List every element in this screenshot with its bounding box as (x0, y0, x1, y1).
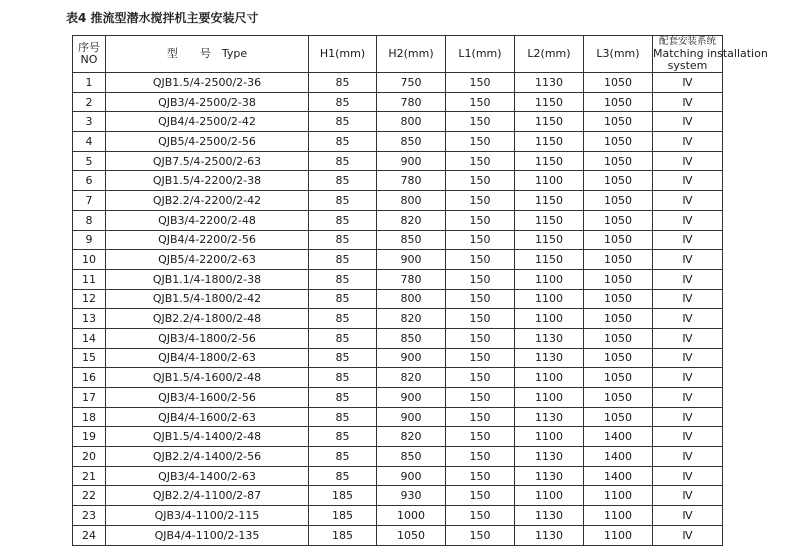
cell-h2: 750 (377, 73, 446, 93)
cell-system: Ⅳ (653, 427, 723, 447)
cell-l3: 1400 (584, 466, 653, 486)
cell-l2: 1130 (515, 525, 584, 545)
cell-system: Ⅳ (653, 407, 723, 427)
cell-system: Ⅳ (653, 132, 723, 152)
cell-h2: 820 (377, 368, 446, 388)
cell-no: 1 (73, 73, 106, 93)
cell-l2: 1130 (515, 506, 584, 526)
header-l1: L1(mm) (446, 36, 515, 73)
cell-no: 17 (73, 388, 106, 408)
cell-l2: 1150 (515, 191, 584, 211)
cell-system: Ⅳ (653, 309, 723, 329)
cell-l1: 150 (446, 191, 515, 211)
cell-l1: 150 (446, 230, 515, 250)
cell-no: 20 (73, 447, 106, 467)
cell-h2: 930 (377, 486, 446, 506)
cell-l2: 1130 (515, 348, 584, 368)
cell-l3: 1050 (584, 250, 653, 270)
cell-l1: 150 (446, 328, 515, 348)
cell-no: 9 (73, 230, 106, 250)
cell-l1: 150 (446, 388, 515, 408)
cell-l3: 1050 (584, 92, 653, 112)
cell-l1: 150 (446, 73, 515, 93)
table-row (73, 506, 723, 526)
cell-h2: 820 (377, 210, 446, 230)
table-row (73, 427, 723, 447)
cell-h1: 85 (309, 348, 377, 368)
cell-l3: 1050 (584, 407, 653, 427)
cell-h1: 185 (309, 486, 377, 506)
cell-l2: 1100 (515, 427, 584, 447)
table-row (73, 309, 723, 329)
cell-l2: 1100 (515, 269, 584, 289)
cell-type: QJB2.2/4-1100/2-87 (106, 486, 309, 506)
table-row (73, 191, 723, 211)
cell-l1: 150 (446, 427, 515, 447)
cell-type: QJB7.5/4-2500/2-63 (106, 151, 309, 171)
cell-h1: 85 (309, 309, 377, 329)
cell-l2: 1100 (515, 486, 584, 506)
cell-l3: 1050 (584, 348, 653, 368)
table-row (73, 269, 723, 289)
cell-l1: 150 (446, 506, 515, 526)
cell-h1: 85 (309, 112, 377, 132)
cell-no: 2 (73, 92, 106, 112)
cell-l3: 1050 (584, 388, 653, 408)
cell-l3: 1050 (584, 210, 653, 230)
cell-l3: 1050 (584, 151, 653, 171)
table-row (73, 73, 723, 93)
cell-l1: 150 (446, 289, 515, 309)
cell-type: QJB3/4-2500/2-38 (106, 92, 309, 112)
cell-h1: 85 (309, 191, 377, 211)
cell-l1: 150 (446, 348, 515, 368)
cell-type: QJB4/4-1100/2-135 (106, 525, 309, 545)
cell-l3: 1050 (584, 171, 653, 191)
header-l3: L3(mm) (584, 36, 653, 73)
header-h2: H2(mm) (377, 36, 446, 73)
cell-system: Ⅳ (653, 486, 723, 506)
cell-system: Ⅳ (653, 506, 723, 526)
cell-l2: 1150 (515, 230, 584, 250)
cell-no: 16 (73, 368, 106, 388)
table-row (73, 132, 723, 152)
table-row (73, 210, 723, 230)
cell-l1: 150 (446, 171, 515, 191)
cell-l2: 1100 (515, 171, 584, 191)
cell-no: 13 (73, 309, 106, 329)
cell-l2: 1100 (515, 368, 584, 388)
cell-system: Ⅳ (653, 250, 723, 270)
cell-l2: 1130 (515, 447, 584, 467)
cell-h1: 185 (309, 506, 377, 526)
table-row (73, 92, 723, 112)
cell-type: QJB2.2/4-2200/2-42 (106, 191, 309, 211)
cell-h2: 800 (377, 112, 446, 132)
cell-h2: 850 (377, 447, 446, 467)
cell-h1: 85 (309, 407, 377, 427)
header-no: 序号 NO (73, 36, 106, 73)
cell-h1: 85 (309, 466, 377, 486)
cell-type: QJB3/4-1100/2-115 (106, 506, 309, 526)
header-type: 型 号 Type (106, 36, 309, 73)
cell-l3: 1050 (584, 269, 653, 289)
cell-system: Ⅳ (653, 112, 723, 132)
cell-l2: 1150 (515, 210, 584, 230)
cell-h1: 85 (309, 210, 377, 230)
cell-type: QJB1.5/4-2200/2-38 (106, 171, 309, 191)
cell-l3: 1050 (584, 309, 653, 329)
cell-no: 12 (73, 289, 106, 309)
header-h1: H1(mm) (309, 36, 377, 73)
cell-no: 11 (73, 269, 106, 289)
cell-system: Ⅳ (653, 191, 723, 211)
cell-l2: 1130 (515, 407, 584, 427)
cell-system: Ⅳ (653, 210, 723, 230)
cell-no: 19 (73, 427, 106, 447)
cell-type: QJB3/4-1400/2-63 (106, 466, 309, 486)
cell-h2: 820 (377, 309, 446, 329)
cell-l3: 1050 (584, 230, 653, 250)
cell-l2: 1100 (515, 388, 584, 408)
cell-h1: 85 (309, 388, 377, 408)
table-row (73, 368, 723, 388)
cell-h2: 780 (377, 92, 446, 112)
cell-no: 21 (73, 466, 106, 486)
cell-l3: 1050 (584, 191, 653, 211)
cell-l1: 150 (446, 132, 515, 152)
cell-no: 4 (73, 132, 106, 152)
cell-type: QJB2.2/4-1400/2-56 (106, 447, 309, 467)
cell-h1: 185 (309, 525, 377, 545)
cell-no: 14 (73, 328, 106, 348)
cell-h1: 85 (309, 289, 377, 309)
table-row (73, 250, 723, 270)
cell-type: QJB1.5/4-1600/2-48 (106, 368, 309, 388)
cell-l3: 1050 (584, 289, 653, 309)
cell-system: Ⅳ (653, 525, 723, 545)
cell-no: 15 (73, 348, 106, 368)
cell-l3: 1100 (584, 506, 653, 526)
cell-no: 8 (73, 210, 106, 230)
cell-system: Ⅳ (653, 348, 723, 368)
table-caption: 表4 推流型潜水搅拌机主要安装尺寸 (66, 11, 259, 25)
cell-l2: 1130 (515, 73, 584, 93)
cell-h1: 85 (309, 132, 377, 152)
cell-l2: 1150 (515, 132, 584, 152)
cell-h1: 85 (309, 269, 377, 289)
cell-l3: 1050 (584, 73, 653, 93)
cell-l3: 1050 (584, 132, 653, 152)
cell-system: Ⅳ (653, 230, 723, 250)
cell-system: Ⅳ (653, 73, 723, 93)
installation-dimensions-table (72, 35, 768, 546)
cell-system: Ⅳ (653, 388, 723, 408)
cell-type: QJB5/4-2500/2-56 (106, 132, 309, 152)
cell-system: Ⅳ (653, 447, 723, 467)
cell-h2: 900 (377, 407, 446, 427)
cell-l1: 150 (446, 466, 515, 486)
cell-l1: 150 (446, 112, 515, 132)
cell-type: QJB4/4-2500/2-42 (106, 112, 309, 132)
cell-l3: 1050 (584, 328, 653, 348)
cell-h2: 900 (377, 250, 446, 270)
cell-h2: 780 (377, 269, 446, 289)
cell-type: QJB4/4-1800/2-63 (106, 348, 309, 368)
cell-h2: 1050 (377, 525, 446, 545)
cell-h1: 85 (309, 171, 377, 191)
cell-l1: 150 (446, 250, 515, 270)
cell-system: Ⅳ (653, 368, 723, 388)
cell-l1: 150 (446, 269, 515, 289)
cell-type: QJB1.5/4-2500/2-36 (106, 73, 309, 93)
cell-no: 22 (73, 486, 106, 506)
cell-l1: 150 (446, 525, 515, 545)
cell-type: QJB5/4-2200/2-63 (106, 250, 309, 270)
cell-l2: 1130 (515, 466, 584, 486)
cell-l3: 1400 (584, 447, 653, 467)
cell-h1: 85 (309, 250, 377, 270)
cell-l2: 1150 (515, 151, 584, 171)
cell-type: QJB3/4-1800/2-56 (106, 328, 309, 348)
cell-no: 24 (73, 525, 106, 545)
cell-h1: 85 (309, 447, 377, 467)
cell-l3: 1400 (584, 427, 653, 447)
cell-system: Ⅳ (653, 269, 723, 289)
cell-h1: 85 (309, 73, 377, 93)
cell-type: QJB4/4-1600/2-63 (106, 407, 309, 427)
table-header-row (73, 36, 723, 73)
cell-no: 5 (73, 151, 106, 171)
cell-l2: 1150 (515, 92, 584, 112)
cell-h1: 85 (309, 92, 377, 112)
cell-l2: 1150 (515, 250, 584, 270)
cell-type: QJB3/4-1600/2-56 (106, 388, 309, 408)
cell-l2: 1150 (515, 112, 584, 132)
cell-h2: 820 (377, 427, 446, 447)
cell-l1: 150 (446, 151, 515, 171)
cell-l2: 1100 (515, 309, 584, 329)
cell-no: 6 (73, 171, 106, 191)
table-row (73, 486, 723, 506)
cell-type: QJB1.5/4-1400/2-48 (106, 427, 309, 447)
cell-no: 18 (73, 407, 106, 427)
cell-system: Ⅳ (653, 171, 723, 191)
cell-l3: 1100 (584, 486, 653, 506)
cell-l2: 1130 (515, 328, 584, 348)
header-l2: L2(mm) (515, 36, 584, 73)
cell-l1: 150 (446, 210, 515, 230)
cell-h2: 900 (377, 388, 446, 408)
table-row (73, 112, 723, 132)
table-row (73, 525, 723, 545)
cell-system: Ⅳ (653, 466, 723, 486)
header-matching-system: 配套安装系统 Matching installation system (653, 36, 768, 72)
cell-type: QJB4/4-2200/2-56 (106, 230, 309, 250)
cell-no: 10 (73, 250, 106, 270)
cell-l1: 150 (446, 407, 515, 427)
table-row (73, 151, 723, 171)
cell-h1: 85 (309, 151, 377, 171)
table-row (73, 466, 723, 486)
cell-system: Ⅳ (653, 92, 723, 112)
table-row (73, 171, 723, 191)
cell-h2: 1000 (377, 506, 446, 526)
cell-h2: 850 (377, 230, 446, 250)
cell-h2: 900 (377, 466, 446, 486)
cell-l3: 1050 (584, 368, 653, 388)
table-row (73, 388, 723, 408)
cell-no: 23 (73, 506, 106, 526)
cell-type: QJB1.1/4-1800/2-38 (106, 269, 309, 289)
table-row (73, 447, 723, 467)
cell-h1: 85 (309, 328, 377, 348)
cell-h1: 85 (309, 427, 377, 447)
cell-system: Ⅳ (653, 289, 723, 309)
cell-type: QJB3/4-2200/2-48 (106, 210, 309, 230)
cell-h2: 800 (377, 191, 446, 211)
table-row (73, 328, 723, 348)
cell-l1: 150 (446, 486, 515, 506)
cell-l3: 1100 (584, 525, 653, 545)
cell-h1: 85 (309, 230, 377, 250)
cell-h2: 850 (377, 328, 446, 348)
cell-l1: 150 (446, 447, 515, 467)
table-row (73, 230, 723, 250)
cell-h2: 780 (377, 171, 446, 191)
cell-l1: 150 (446, 368, 515, 388)
cell-h1: 85 (309, 368, 377, 388)
cell-l1: 150 (446, 92, 515, 112)
table-row (73, 289, 723, 309)
cell-l1: 150 (446, 309, 515, 329)
cell-type: QJB2.2/4-1800/2-48 (106, 309, 309, 329)
cell-l2: 1100 (515, 289, 584, 309)
cell-l3: 1050 (584, 112, 653, 132)
cell-h2: 900 (377, 151, 446, 171)
cell-h2: 900 (377, 348, 446, 368)
cell-system: Ⅳ (653, 151, 723, 171)
table-row (73, 407, 723, 427)
cell-h2: 850 (377, 132, 446, 152)
cell-system: Ⅳ (653, 328, 723, 348)
cell-type: QJB1.5/4-1800/2-42 (106, 289, 309, 309)
cell-no: 7 (73, 191, 106, 211)
table-row (73, 348, 723, 368)
cell-h2: 800 (377, 289, 446, 309)
cell-no: 3 (73, 112, 106, 132)
